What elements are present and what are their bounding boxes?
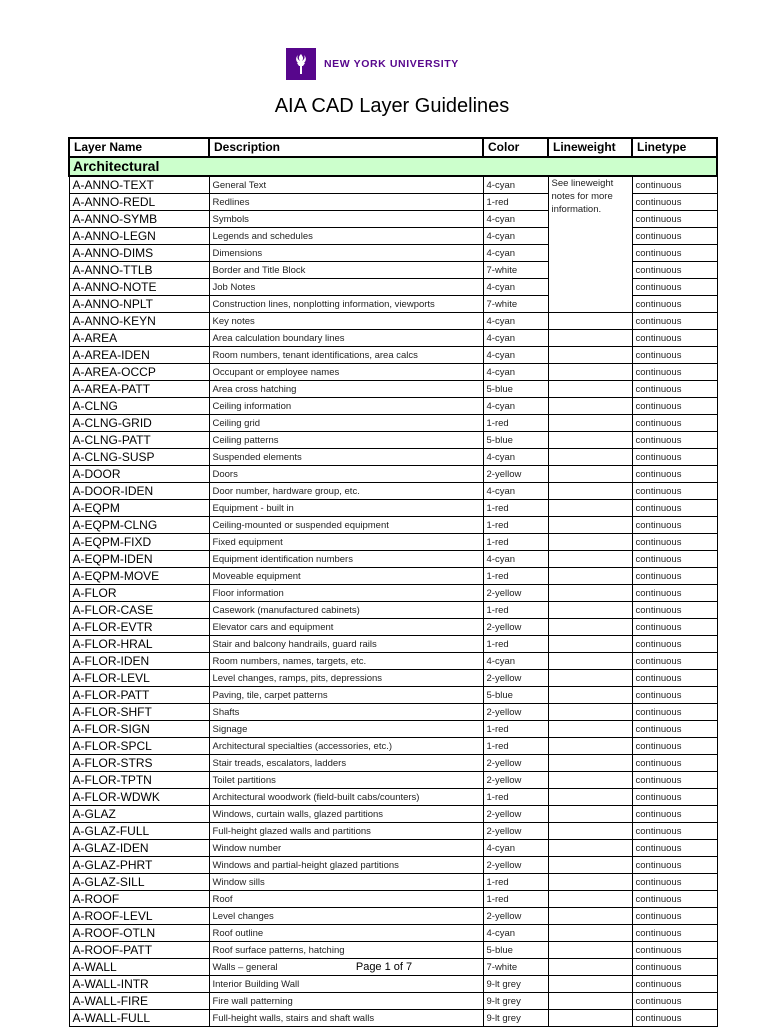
page-title: AIA CAD Layer Guidelines: [274, 95, 510, 117]
lineweight-cell: [548, 347, 632, 364]
color-cell: 1-red: [483, 517, 548, 534]
linetype-cell: continuous: [632, 670, 717, 687]
description-cell: Architectural specialties (accessories, etc.): [209, 738, 483, 755]
color-cell: 5-blue: [483, 432, 548, 449]
table-row: [69, 789, 717, 806]
description-cell: Border and Title Block: [209, 262, 483, 279]
linetype-cell: continuous: [632, 500, 717, 517]
description-cell: Area cross hatching: [209, 381, 483, 398]
layer-name-cell: A-ANNO-TTLB: [69, 262, 209, 279]
description-cell: Occupant or employee names: [209, 364, 483, 381]
linetype-cell: continuous: [632, 262, 717, 279]
layer-name-cell: A-FLOR-EVTR: [69, 619, 209, 636]
table-row: [69, 891, 717, 908]
color-cell: 4-cyan: [483, 313, 548, 330]
table-row: [69, 585, 717, 602]
table-row: [69, 840, 717, 857]
description-cell: Door number, hardware group, etc.: [209, 483, 483, 500]
lineweight-cell: [548, 415, 632, 432]
header-layer-name: Layer Name: [69, 138, 209, 157]
linetype-cell: continuous: [632, 602, 717, 619]
layer-name-cell: A-ANNO-NOTE: [69, 279, 209, 296]
table-row: [69, 568, 717, 585]
color-cell: 2-yellow: [483, 585, 548, 602]
lineweight-cell: [548, 602, 632, 619]
lineweight-cell: [548, 772, 632, 789]
linetype-cell: continuous: [632, 415, 717, 432]
table-row: [69, 176, 717, 194]
color-cell: 1-red: [483, 602, 548, 619]
color-cell: 4-cyan: [483, 228, 548, 245]
color-cell: 1-red: [483, 738, 548, 755]
description-cell: Ceiling-mounted or suspended equipment: [209, 517, 483, 534]
lineweight-cell: [548, 568, 632, 585]
table-row: [69, 806, 717, 823]
table-row: [69, 330, 717, 347]
layer-name-cell: A-FLOR-LEVL: [69, 670, 209, 687]
color-cell: 7-white: [483, 959, 548, 976]
table-row: [69, 925, 717, 942]
table-row: [69, 755, 717, 772]
linetype-cell: continuous: [632, 857, 717, 874]
lineweight-cell: [548, 908, 632, 925]
layer-name-cell: A-WALL-FIRE: [69, 993, 209, 1010]
color-cell: 4-cyan: [483, 398, 548, 415]
color-cell: 1-red: [483, 636, 548, 653]
color-cell: 1-red: [483, 891, 548, 908]
layer-name-cell: A-ANNO-SYMB: [69, 211, 209, 228]
lineweight-cell: [548, 619, 632, 636]
description-cell: Floor information: [209, 585, 483, 602]
lineweight-cell: [548, 398, 632, 415]
description-cell: Toilet partitions: [209, 772, 483, 789]
layer-name-cell: A-CLNG: [69, 398, 209, 415]
layer-name-cell: A-FLOR-STRS: [69, 755, 209, 772]
table-row: [69, 551, 717, 568]
linetype-cell: continuous: [632, 721, 717, 738]
layer-name-cell: A-FLOR-SIGN: [69, 721, 209, 738]
table-row: [69, 313, 717, 330]
layer-name-cell: A-ROOF: [69, 891, 209, 908]
description-cell: Ceiling patterns: [209, 432, 483, 449]
layer-name-cell: A-ANNO-DIMS: [69, 245, 209, 262]
lineweight-cell: [548, 942, 632, 959]
lineweight-cell: [548, 789, 632, 806]
layer-name-cell: A-GLAZ-IDEN: [69, 840, 209, 857]
layer-name-cell: A-WALL: [69, 959, 209, 976]
table-row: [69, 823, 717, 840]
table-row: [69, 432, 717, 449]
color-cell: 4-cyan: [483, 279, 548, 296]
layer-name-cell: A-EQPM-CLNG: [69, 517, 209, 534]
color-cell: 2-yellow: [483, 857, 548, 874]
table-row: [69, 398, 717, 415]
table-header-row: [69, 138, 717, 157]
lineweight-cell: [548, 721, 632, 738]
table-row: [69, 738, 717, 755]
table-row: [69, 976, 717, 993]
layer-name-cell: A-CLNG-PATT: [69, 432, 209, 449]
header-color: Color: [483, 138, 548, 157]
layer-name-cell: A-DOOR-IDEN: [69, 483, 209, 500]
lineweight-cell: [548, 500, 632, 517]
layer-name-cell: A-ANNO-TEXT: [69, 176, 209, 194]
table-row: [69, 602, 717, 619]
layer-name-cell: A-AREA-IDEN: [69, 347, 209, 364]
torch-icon: [286, 48, 316, 80]
layer-name-cell: A-GLAZ-FULL: [69, 823, 209, 840]
description-cell: Suspended elements: [209, 449, 483, 466]
description-cell: Job Notes: [209, 279, 483, 296]
color-cell: 4-cyan: [483, 176, 548, 194]
layer-name-cell: A-ANNO-NPLT: [69, 296, 209, 313]
description-cell: Redlines: [209, 194, 483, 211]
lineweight-cell: [548, 755, 632, 772]
color-cell: 1-red: [483, 721, 548, 738]
layer-name-cell: A-GLAZ-SILL: [69, 874, 209, 891]
color-cell: 2-yellow: [483, 806, 548, 823]
color-cell: 2-yellow: [483, 704, 548, 721]
lineweight-cell: [548, 517, 632, 534]
linetype-cell: continuous: [632, 483, 717, 500]
description-cell: Paving, tile, carpet patterns: [209, 687, 483, 704]
layer-name-cell: A-ROOF-PATT: [69, 942, 209, 959]
layer-name-cell: A-EQPM-MOVE: [69, 568, 209, 585]
table-row: [69, 908, 717, 925]
table-row: [69, 687, 717, 704]
color-cell: 2-yellow: [483, 755, 548, 772]
section-title: Architectural: [69, 157, 717, 176]
layer-name-cell: A-GLAZ: [69, 806, 209, 823]
description-cell: Fire wall patterning: [209, 993, 483, 1010]
description-cell: Stair treads, escalators, ladders: [209, 755, 483, 772]
lineweight-cell: [548, 381, 632, 398]
table-row: [69, 874, 717, 891]
table-row: [69, 942, 717, 959]
linetype-cell: continuous: [632, 194, 717, 211]
description-cell: Casework (manufactured cabinets): [209, 602, 483, 619]
color-cell: 2-yellow: [483, 670, 548, 687]
lineweight-cell: [548, 976, 632, 993]
color-cell: 4-cyan: [483, 330, 548, 347]
linetype-cell: continuous: [632, 330, 717, 347]
description-cell: Legends and schedules: [209, 228, 483, 245]
lineweight-cell: [548, 330, 632, 347]
color-cell: 9-lt grey: [483, 1010, 548, 1027]
description-cell: Window sills: [209, 874, 483, 891]
linetype-cell: continuous: [632, 772, 717, 789]
linetype-cell: continuous: [632, 789, 717, 806]
linetype-cell: continuous: [632, 432, 717, 449]
linetype-cell: continuous: [632, 211, 717, 228]
description-cell: Signage: [209, 721, 483, 738]
lineweight-cell: [548, 738, 632, 755]
lineweight-cell: [548, 534, 632, 551]
layer-name-cell: A-DOOR: [69, 466, 209, 483]
linetype-cell: continuous: [632, 1010, 717, 1027]
layer-name-cell: A-EQPM: [69, 500, 209, 517]
table-row: [69, 466, 717, 483]
linetype-cell: continuous: [632, 874, 717, 891]
linetype-cell: continuous: [632, 228, 717, 245]
description-cell: Level changes: [209, 908, 483, 925]
description-cell: Roof: [209, 891, 483, 908]
linetype-cell: continuous: [632, 704, 717, 721]
description-cell: Elevator cars and equipment: [209, 619, 483, 636]
description-cell: Room numbers, names, targets, etc.: [209, 653, 483, 670]
layer-name-cell: A-FLOR-HRAL: [69, 636, 209, 653]
description-cell: Area calculation boundary lines: [209, 330, 483, 347]
linetype-cell: continuous: [632, 891, 717, 908]
linetype-cell: continuous: [632, 908, 717, 925]
color-cell: 1-red: [483, 874, 548, 891]
linetype-cell: continuous: [632, 840, 717, 857]
color-cell: 2-yellow: [483, 772, 548, 789]
description-cell: Interior Building Wall: [209, 976, 483, 993]
page-footer: Page 1 of 7: [355, 961, 413, 973]
description-cell: Full-height glazed walls and partitions: [209, 823, 483, 840]
layer-name-cell: A-ROOF-LEVL: [69, 908, 209, 925]
linetype-cell: continuous: [632, 755, 717, 772]
lineweight-cell: [548, 432, 632, 449]
lineweight-cell: [548, 857, 632, 874]
table-row: [69, 364, 717, 381]
table-row: [69, 670, 717, 687]
linetype-cell: continuous: [632, 823, 717, 840]
description-cell: General Text: [209, 176, 483, 194]
linetype-cell: continuous: [632, 942, 717, 959]
layer-name-cell: A-FLOR-PATT: [69, 687, 209, 704]
color-cell: 1-red: [483, 789, 548, 806]
lineweight-cell: [548, 449, 632, 466]
layer-name-cell: A-GLAZ-PHRT: [69, 857, 209, 874]
description-cell: Moveable equipment: [209, 568, 483, 585]
lineweight-cell: [548, 364, 632, 381]
layer-name-cell: A-ANNO-KEYN: [69, 313, 209, 330]
color-cell: 7-white: [483, 262, 548, 279]
lineweight-cell: [548, 840, 632, 857]
lineweight-cell: [548, 483, 632, 500]
description-cell: Ceiling information: [209, 398, 483, 415]
linetype-cell: continuous: [632, 364, 717, 381]
lineweight-cell: [548, 585, 632, 602]
table-row: [69, 381, 717, 398]
description-cell: Windows and partial-height glazed partitions: [209, 857, 483, 874]
table-row: [69, 449, 717, 466]
layer-name-cell: A-AREA-PATT: [69, 381, 209, 398]
layer-name-cell: A-WALL-INTR: [69, 976, 209, 993]
description-cell: Full-height walls, stairs and shaft walls: [209, 1010, 483, 1027]
lineweight-cell: [548, 806, 632, 823]
header-linetype: Linetype: [632, 138, 717, 157]
layer-name-cell: A-ANNO-LEGN: [69, 228, 209, 245]
description-cell: Walls – general: [209, 959, 483, 976]
description-cell: Roof surface patterns, hatching: [209, 942, 483, 959]
nyu-logo: [286, 48, 459, 80]
lineweight-cell: [548, 313, 632, 330]
color-cell: 1-red: [483, 415, 548, 432]
color-cell: 2-yellow: [483, 466, 548, 483]
description-cell: Windows, curtain walls, glazed partitions: [209, 806, 483, 823]
description-cell: Fixed equipment: [209, 534, 483, 551]
color-cell: 1-red: [483, 500, 548, 517]
linetype-cell: continuous: [632, 738, 717, 755]
linetype-cell: continuous: [632, 687, 717, 704]
lineweight-cell: [548, 925, 632, 942]
layer-name-cell: A-FLOR: [69, 585, 209, 602]
table-row: [69, 619, 717, 636]
linetype-cell: continuous: [632, 653, 717, 670]
linetype-cell: continuous: [632, 313, 717, 330]
table-row: [69, 483, 717, 500]
description-cell: Architectural woodwork (field-built cabs/counters): [209, 789, 483, 806]
color-cell: 5-blue: [483, 942, 548, 959]
color-cell: 4-cyan: [483, 449, 548, 466]
description-cell: Level changes, ramps, pits, depressions: [209, 670, 483, 687]
layer-name-cell: A-EQPM-FIXD: [69, 534, 209, 551]
table-row: [69, 721, 717, 738]
linetype-cell: continuous: [632, 925, 717, 942]
header-description: Description: [209, 138, 483, 157]
description-cell: Doors: [209, 466, 483, 483]
linetype-cell: continuous: [632, 381, 717, 398]
table-row: [69, 517, 717, 534]
lineweight-cell: [548, 993, 632, 1010]
layer-name-cell: A-FLOR-WDWK: [69, 789, 209, 806]
section-row: [69, 157, 717, 176]
color-cell: 1-red: [483, 194, 548, 211]
color-cell: 4-cyan: [483, 483, 548, 500]
layer-name-cell: A-ANNO-REDL: [69, 194, 209, 211]
linetype-cell: continuous: [632, 959, 717, 976]
color-cell: 5-blue: [483, 687, 548, 704]
description-cell: Equipment - built in: [209, 500, 483, 517]
color-cell: 9-lt grey: [483, 993, 548, 1010]
table-row: [69, 636, 717, 653]
color-cell: 2-yellow: [483, 823, 548, 840]
color-cell: 4-cyan: [483, 653, 548, 670]
linetype-cell: continuous: [632, 347, 717, 364]
color-cell: 7-white: [483, 296, 548, 313]
linetype-cell: continuous: [632, 568, 717, 585]
description-cell: Equipment identification numbers: [209, 551, 483, 568]
linetype-cell: continuous: [632, 976, 717, 993]
lineweight-cell: [548, 891, 632, 908]
color-cell: 9-lt grey: [483, 976, 548, 993]
table-row: [69, 347, 717, 364]
lineweight-cell: [548, 687, 632, 704]
description-cell: Key notes: [209, 313, 483, 330]
linetype-cell: continuous: [632, 466, 717, 483]
lineweight-cell: [548, 551, 632, 568]
layer-name-cell: A-AREA-OCCP: [69, 364, 209, 381]
linetype-cell: continuous: [632, 806, 717, 823]
table-row: [69, 653, 717, 670]
color-cell: 2-yellow: [483, 908, 548, 925]
color-cell: 4-cyan: [483, 925, 548, 942]
layer-name-cell: A-FLOR-CASE: [69, 602, 209, 619]
description-cell: Stair and balcony handrails, guard rails: [209, 636, 483, 653]
table-row: [69, 704, 717, 721]
color-cell: 4-cyan: [483, 211, 548, 228]
lineweight-cell: [548, 704, 632, 721]
lineweight-cell: [548, 466, 632, 483]
linetype-cell: continuous: [632, 279, 717, 296]
linetype-cell: continuous: [632, 551, 717, 568]
linetype-cell: continuous: [632, 636, 717, 653]
description-cell: Construction lines, nonplotting information, viewports: [209, 296, 483, 313]
description-cell: Shafts: [209, 704, 483, 721]
description-cell: Window number: [209, 840, 483, 857]
logo-text: NEW YORK UNIVERSITY: [324, 58, 459, 70]
layer-name-cell: A-ROOF-OTLN: [69, 925, 209, 942]
description-cell: Room numbers, tenant identifications, area calcs: [209, 347, 483, 364]
linetype-cell: continuous: [632, 296, 717, 313]
linetype-cell: continuous: [632, 176, 717, 194]
linetype-cell: continuous: [632, 585, 717, 602]
color-cell: 1-red: [483, 568, 548, 585]
lineweight-cell: [548, 670, 632, 687]
color-cell: 4-cyan: [483, 245, 548, 262]
layer-name-cell: A-CLNG-GRID: [69, 415, 209, 432]
linetype-cell: continuous: [632, 245, 717, 262]
header-lineweight: Lineweight: [548, 138, 632, 157]
table-row: [69, 772, 717, 789]
lineweight-note-cell: See lineweight notes for more information.: [548, 176, 632, 313]
layer-name-cell: A-FLOR-SPCL: [69, 738, 209, 755]
table-row: [69, 415, 717, 432]
description-cell: Ceiling grid: [209, 415, 483, 432]
color-cell: 4-cyan: [483, 364, 548, 381]
color-cell: 2-yellow: [483, 619, 548, 636]
linetype-cell: continuous: [632, 534, 717, 551]
lineweight-cell: [548, 874, 632, 891]
color-cell: 4-cyan: [483, 840, 548, 857]
linetype-cell: continuous: [632, 517, 717, 534]
table-row: [69, 993, 717, 1010]
layer-name-cell: A-FLOR-SHFT: [69, 704, 209, 721]
layer-name-cell: A-EQPM-IDEN: [69, 551, 209, 568]
color-cell: 4-cyan: [483, 347, 548, 364]
layer-name-cell: A-FLOR-TPTN: [69, 772, 209, 789]
linetype-cell: continuous: [632, 993, 717, 1010]
lineweight-cell: [548, 823, 632, 840]
layer-name-cell: A-CLNG-SUSP: [69, 449, 209, 466]
color-cell: 5-blue: [483, 381, 548, 398]
color-cell: 4-cyan: [483, 551, 548, 568]
layer-table: [68, 137, 718, 1027]
table-row: [69, 500, 717, 517]
table-row: [69, 857, 717, 874]
description-cell: Dimensions: [209, 245, 483, 262]
linetype-cell: continuous: [632, 449, 717, 466]
lineweight-cell: [548, 653, 632, 670]
layer-name-cell: A-WALL-FULL: [69, 1010, 209, 1027]
lineweight-cell: [548, 636, 632, 653]
linetype-cell: continuous: [632, 398, 717, 415]
layer-name-cell: A-AREA: [69, 330, 209, 347]
color-cell: 1-red: [483, 534, 548, 551]
linetype-cell: continuous: [632, 619, 717, 636]
description-cell: Roof outline: [209, 925, 483, 942]
layer-name-cell: A-FLOR-IDEN: [69, 653, 209, 670]
table-row: [69, 534, 717, 551]
description-cell: Symbols: [209, 211, 483, 228]
